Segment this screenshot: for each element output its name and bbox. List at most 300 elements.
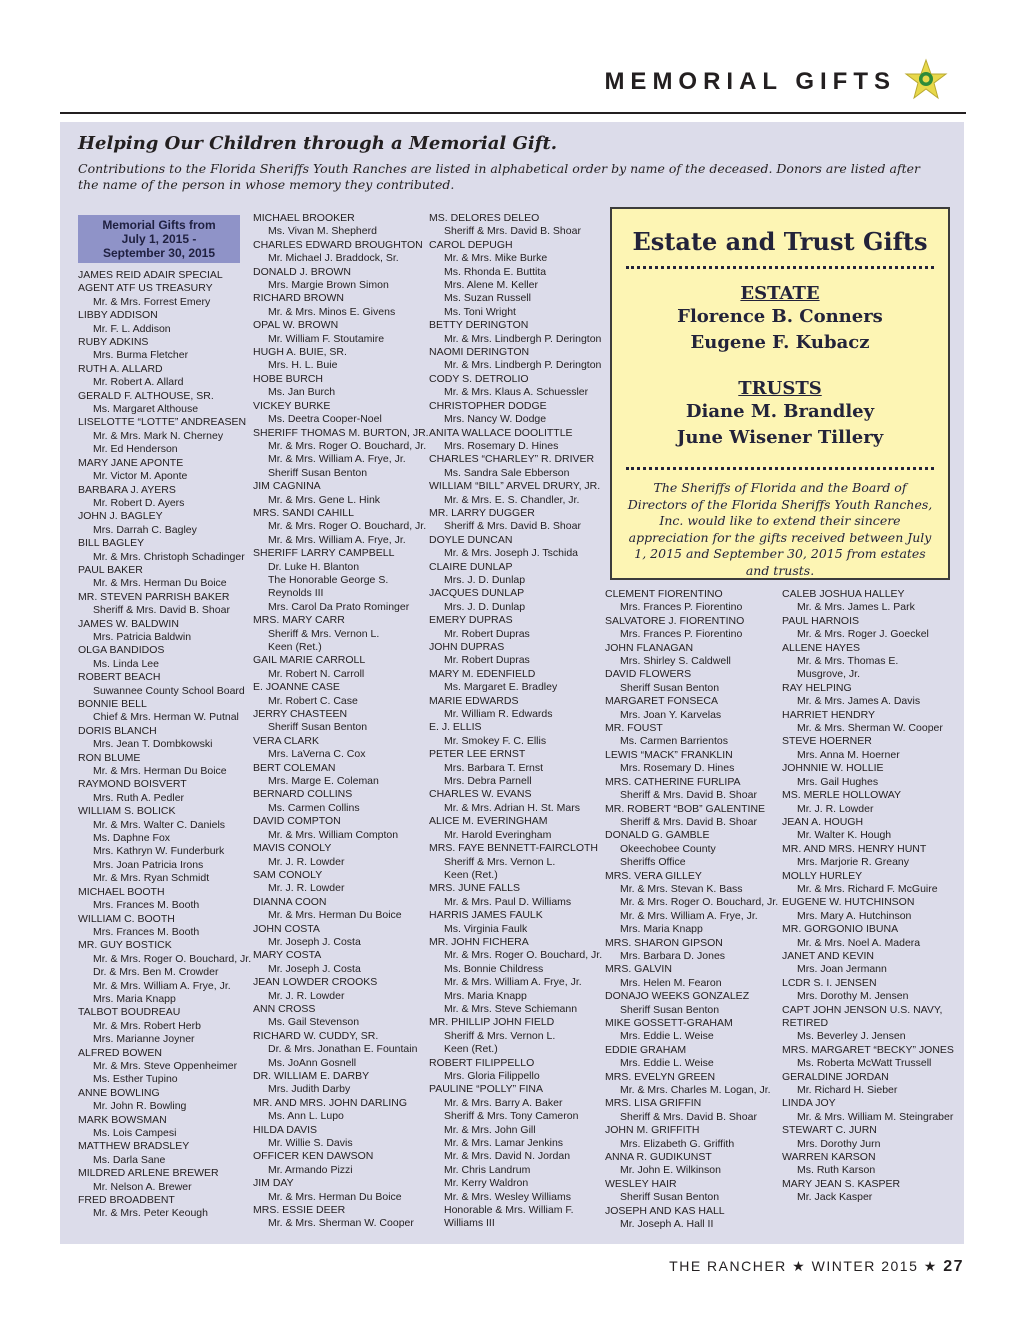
deceased-name: BILL BAGLEY bbox=[78, 537, 145, 550]
donor-name: Chief & Mrs. Herman W. Putnal bbox=[93, 711, 239, 724]
deceased-name: MARGARET FONSECA bbox=[605, 695, 718, 708]
donor-name: Mr. & Mrs. E. S. Chandler, Jr. bbox=[444, 493, 580, 506]
donor-name: Mr. & Mrs. William A. Frye, Jr. bbox=[93, 979, 231, 992]
donor-name: Mrs. Patricia Baldwin bbox=[93, 630, 192, 643]
dotted-divider bbox=[626, 260, 934, 269]
donor-name: Sheriff & Mrs. David B. Shoar bbox=[444, 520, 581, 533]
donor-name: Mr. & Mrs. Steve Schiemann bbox=[444, 1002, 578, 1015]
donor-name: Mr. & Mrs. Stevan K. Bass bbox=[620, 882, 743, 895]
donor-name: Mr. & Mrs. Paul D. Williams bbox=[444, 895, 572, 908]
donor-name: Mrs. Debra Parnell bbox=[444, 775, 532, 788]
donor-name: Ms. JoAnn Gosnell bbox=[268, 1056, 357, 1069]
donor-name: Mrs. Maria Knapp bbox=[444, 989, 527, 1002]
donor-name: Ms. Virginia Faulk bbox=[444, 922, 528, 935]
deceased-name: MARY JANE APONTE bbox=[78, 456, 184, 469]
donor-name: Mr. Armando Pizzi bbox=[268, 1163, 353, 1176]
deceased-name: LEWIS “MACK” FRANKLIN bbox=[605, 748, 733, 761]
deceased-name: EUGENE W. HUTCHINSON bbox=[782, 896, 915, 909]
donor-name: Keen (Ret.) bbox=[444, 1043, 498, 1056]
dotted-divider bbox=[626, 461, 934, 470]
footer-text: THE RANCHER ★ WINTER 2015 ★ bbox=[669, 1258, 944, 1274]
deceased-name: CHARLES EDWARD BROUGHTON bbox=[253, 238, 423, 251]
donor-name: Mrs. Rosemary D. Hines bbox=[444, 439, 559, 452]
donor-name: Mr. & Mrs. Adrian H. St. Mars bbox=[444, 801, 580, 814]
deceased-name: DONAJO WEEKS GONZALEZ bbox=[605, 990, 750, 1003]
memorial-column-2 bbox=[253, 212, 429, 1231]
deceased-name: SALVATORE J. FIORENTINO bbox=[605, 614, 745, 627]
donor-name: Mr. & Mrs. Roger O. Bouchard, Jr. bbox=[444, 949, 603, 962]
donor-name: Mr. & Mrs. Gene L. Hink bbox=[268, 493, 381, 506]
deceased-name: E. JOANNE CASE bbox=[253, 681, 340, 694]
donor-name: Mr. & Mrs. Roger O. Bouchard, Jr. bbox=[268, 520, 427, 533]
deceased-name: MRS. FAYE BENNETT-FAIRCLOTH bbox=[429, 842, 598, 855]
header-divider bbox=[60, 112, 966, 114]
deceased-name: JOHN J. BAGLEY bbox=[78, 510, 163, 523]
donor-name: Mr. William R. Edwards bbox=[444, 708, 553, 721]
date-box-line: July 1, 2015 - bbox=[121, 232, 197, 246]
donor-name: Mr. Ed Henderson bbox=[93, 443, 178, 456]
donor-name: Mr. Nelson A. Brewer bbox=[93, 1180, 192, 1193]
donor-name: Mr. & Mrs. William A. Frye, Jr. bbox=[268, 453, 406, 466]
deceased-name: MILDRED ARLENE BREWER bbox=[78, 1167, 219, 1180]
deceased-name: MRS. GALVIN bbox=[605, 963, 672, 976]
deceased-name: RAY HELPING bbox=[782, 681, 852, 694]
donor-name: Mr. Joseph J. Costa bbox=[268, 935, 361, 948]
donor-name: Ms. Ann L. Lupo bbox=[268, 1110, 344, 1123]
donor-name: Mrs. Barbara D. Jones bbox=[620, 949, 726, 962]
donor-name: Mr. Robert A. Allard bbox=[93, 376, 184, 389]
donor-name: Mrs. Eddie L. Weise bbox=[620, 1057, 714, 1070]
deceased-name: BERNARD COLLINS bbox=[253, 788, 353, 801]
deceased-name: DIANNA COON bbox=[253, 895, 327, 908]
deceased-name: ANITA WALLACE DOOLITTLE bbox=[429, 426, 573, 439]
estate-label: ESTATE bbox=[740, 283, 820, 304]
donor-name: Mr. & Mrs. Walter C. Daniels bbox=[93, 818, 226, 831]
deceased-name: ROBERT BEACH bbox=[78, 671, 161, 684]
deceased-name: PETER LEE ERNST bbox=[429, 748, 526, 761]
memorial-column-4 bbox=[605, 588, 778, 1232]
trust-name: Diane M. Brandley bbox=[685, 401, 875, 422]
donor-name: Ms. Deetra Cooper-Noel bbox=[268, 413, 382, 426]
deceased-name: RON BLUME bbox=[78, 751, 141, 764]
estate-name: Florence B. Conners bbox=[677, 306, 883, 327]
deceased-name: CALEB JOSHUA HALLEY bbox=[782, 588, 905, 600]
donor-name: Ms. Daphne Fox bbox=[93, 832, 171, 845]
donor-name: Dr. & Mrs. Ben M. Crowder bbox=[93, 966, 219, 979]
donor-name: Dr. & Mrs. Jonathan E. Fountain bbox=[268, 1043, 418, 1056]
trusts-label: TRUSTS bbox=[738, 378, 822, 399]
deceased-name: BONNIE BELL bbox=[78, 698, 147, 710]
donor-name: Mr. Smokey F. C. Ellis bbox=[444, 734, 547, 747]
deceased-name: MATTHEW BRADSLEY bbox=[78, 1140, 190, 1153]
deceased-name: SHERIFF THOMAS M. BURTON, JR. bbox=[253, 426, 429, 439]
deceased-name: ANNE BOWLING bbox=[78, 1086, 160, 1099]
deceased-name: MRS. CATHERINE FURLIPA bbox=[605, 775, 741, 788]
deceased-name: EMERY DUPRAS bbox=[429, 614, 513, 627]
deceased-name: PAULINE “POLLY” FINA bbox=[429, 1083, 543, 1096]
donor-name: Sheriff & Mrs. David B. Shoar bbox=[444, 225, 581, 238]
donor-name: Mrs. J. D. Dunlap bbox=[444, 600, 526, 613]
donor-name: Mrs. Gail Hughes bbox=[797, 775, 879, 788]
memorial-column-5 bbox=[782, 588, 954, 1205]
deceased-name: HARRIET HENDRY bbox=[782, 708, 875, 721]
deceased-name: OPAL W. BROWN bbox=[253, 319, 339, 332]
donor-name: Ms. Vivan M. Shepherd bbox=[268, 225, 377, 238]
memorial-column-3 bbox=[429, 212, 602, 1231]
donor-name: Mr. Robert C. Case bbox=[268, 694, 358, 707]
donor-name: Sheriff Susan Benton bbox=[620, 1191, 720, 1204]
donor-name: Mr. & Mrs. David N. Jordan bbox=[444, 1150, 571, 1163]
donor-name: Mr. & Mrs. Sherman W. Cooper bbox=[797, 722, 943, 735]
donor-name: Mr. & Mrs. Joseph J. Tschida bbox=[444, 547, 579, 560]
deceased-name: MRS. MARGARET “BECKY” JONES bbox=[782, 1043, 954, 1056]
deceased-name: RUTH A. ALLARD bbox=[78, 362, 163, 375]
date-range-box bbox=[78, 215, 240, 263]
deceased-name: VERA CLARK bbox=[253, 734, 319, 747]
date-box-line: September 30, 2015 bbox=[102, 246, 216, 260]
donor-name: Mr. Joseph J. Costa bbox=[268, 962, 361, 975]
donor-name: Mrs. Eddie L. Weise bbox=[620, 1030, 714, 1043]
deceased-name: CHRISTOPHER DODGE bbox=[429, 399, 547, 412]
deceased-name: JOHN M. GRIFFITH bbox=[605, 1124, 700, 1137]
deceased-name: JEAN A. HOUGH bbox=[782, 815, 864, 828]
deceased-name: CLEMENT FIORENTINO bbox=[605, 588, 723, 600]
deceased-name: GERALDINE JORDAN bbox=[782, 1070, 889, 1083]
donor-name: Keen (Ret.) bbox=[444, 868, 498, 881]
deceased-name: MARY COSTA bbox=[253, 949, 322, 962]
donor-name: Ms. Linda Lee bbox=[93, 657, 159, 670]
donor-name: Mr. Victor M. Aponte bbox=[93, 470, 188, 483]
donor-name: Mr. & Mrs. Richard F. McGuire bbox=[797, 882, 938, 895]
donor-name: Mr. Jack Kasper bbox=[797, 1191, 873, 1204]
deceased-name: PAUL HARNOIS bbox=[782, 614, 860, 627]
deceased-name: MRS. SANDI CAHILL bbox=[253, 506, 354, 519]
donor-name: Okeechobee County bbox=[620, 842, 716, 855]
donor-name: Sheriff & Mrs. David B. Shoar bbox=[620, 815, 757, 828]
donor-name: Mrs. Judith Darby bbox=[268, 1083, 351, 1096]
deceased-name: MR. PHILLIP JOHN FIELD bbox=[429, 1016, 555, 1029]
donor-name: Mrs. Kathryn W. Funderburk bbox=[93, 845, 225, 858]
donor-name: Mrs. Alene M. Keller bbox=[444, 279, 538, 292]
donor-name: Dr. Luke H. Blanton bbox=[268, 560, 360, 573]
donor-name: Mrs. Helen M. Fearon bbox=[620, 976, 722, 989]
donor-name: Mr. & Mrs. William A. Frye, Jr. bbox=[444, 976, 582, 989]
donor-name: Mrs. Marjorie R. Greany bbox=[797, 856, 910, 869]
donor-name: Mrs. Carol Da Prato Rominger bbox=[268, 600, 410, 613]
deceased-name: CHARLES “CHARLEY” R. DRIVER bbox=[429, 453, 595, 466]
donor-name: Suwannee County School Board bbox=[93, 684, 245, 697]
donor-name: Mr. Harold Everingham bbox=[444, 828, 552, 841]
donor-name: Mr. & Mrs. Forrest Emery bbox=[93, 295, 211, 308]
donor-name: Mr. & Mrs. Herman Du Boice bbox=[93, 577, 227, 590]
donor-name: Mrs. Rosemary D. Hines bbox=[620, 762, 735, 775]
donor-name: Mrs. Mary A. Hutchinson bbox=[797, 909, 912, 922]
donor-name: Mr. John E. Wilkinson bbox=[620, 1164, 721, 1177]
deceased-name: MRS. LISA GRIFFIN bbox=[605, 1097, 702, 1110]
donor-name: Mr. Joseph A. Hall II bbox=[620, 1218, 714, 1231]
donor-name: Mr. & Mrs. Herman Du Boice bbox=[268, 909, 402, 922]
donor-name: Ms. Darla Sane bbox=[93, 1153, 166, 1166]
deceased-name: MR. LARRY DUGGER bbox=[429, 506, 535, 519]
deceased-name: MARK BOWSMAN bbox=[78, 1113, 167, 1126]
donor-name: Mrs. Frances P. Fiorentino bbox=[620, 628, 743, 641]
donor-name: Ms. Lois Campesi bbox=[93, 1127, 177, 1139]
donor-name: Mr. & Mrs. Mike Burke bbox=[444, 252, 548, 265]
deceased-name: GERALD F. ALTHOUSE, SR. bbox=[78, 389, 214, 402]
deceased-name: MR. STEVEN PARRISH BAKER bbox=[78, 590, 230, 603]
deceased-name: RICHARD BROWN bbox=[253, 292, 344, 305]
donor-name: Ms. Toni Wright bbox=[444, 305, 516, 318]
deceased-name: RUBY ADKINS bbox=[78, 336, 149, 349]
deceased-name: WESLEY HAIR bbox=[605, 1177, 677, 1190]
donor-name: Ms. Suzan Russell bbox=[444, 292, 531, 305]
estate-name: Eugene F. Kubacz bbox=[690, 332, 870, 353]
donor-name: Mr. Richard H. Sieber bbox=[797, 1084, 898, 1097]
donor-name: Sheriff Susan Benton bbox=[620, 1003, 720, 1016]
deceased-name: DAVID COMPTON bbox=[253, 815, 341, 828]
donor-name: Mrs. Dorothy Jurn bbox=[797, 1137, 881, 1150]
page-title: MEMORIAL GIFTS bbox=[604, 68, 896, 95]
deceased-name: JERRY CHASTEEN bbox=[253, 708, 348, 721]
donor-name: Sheriffs Office bbox=[620, 856, 686, 869]
donor-name: Mr. & Mrs. Charles M. Logan, Jr. bbox=[620, 1084, 771, 1097]
deceased-name: JIM CAGNINA bbox=[253, 480, 321, 493]
deceased-name: LINDA JOY bbox=[782, 1097, 836, 1110]
deceased-name: FRED BROADBENT bbox=[78, 1194, 175, 1207]
deceased-name: HARRIS JAMES FAULK bbox=[429, 909, 543, 922]
page-number: 27 bbox=[943, 1258, 964, 1275]
appreciation-text: The Sheriffs of Florida and the Board of Directors of the Florida Sheriffs Youth Ranches, Inc. would like to extend their sincere appreciation for the gifts received between July 1, 2015 and September 30, 2015 from estates and trusts. bbox=[627, 480, 933, 578]
deceased-name: BARBARA J. AYERS bbox=[78, 483, 176, 496]
deceased-name: JAMES W. BALDWIN bbox=[78, 617, 179, 630]
donor-name: Mrs. Joan Y. Karvelas bbox=[620, 708, 722, 721]
donor-name: Mr. Robert Dupras bbox=[444, 627, 530, 640]
deceased-name: MRS. JUNE FALLS bbox=[429, 882, 521, 895]
donor-name: Ms. Gail Stevenson bbox=[268, 1016, 360, 1029]
deceased-name: JOSEPH AND KAS HALL bbox=[605, 1204, 725, 1217]
donor-name: Mr. & Mrs. Roger O. Bouchard, Jr. bbox=[620, 896, 779, 909]
deceased-name: BERT COLEMAN bbox=[253, 761, 336, 774]
donor-name: Mr. Michael J. Braddock, Sr. bbox=[268, 252, 399, 265]
deceased-name: STEWART C. JURN bbox=[782, 1124, 877, 1137]
trust-name: June Wisener Tillery bbox=[676, 427, 884, 448]
donor-name: Mr. Robert D. Ayers bbox=[93, 496, 185, 509]
donor-name: Mr. J. R. Lowder bbox=[268, 882, 345, 895]
donor-name: Mr. J. R. Lowder bbox=[268, 989, 345, 1002]
deceased-name: WARREN KARSON bbox=[782, 1151, 876, 1164]
donor-name: Mr. Robert N. Carroll bbox=[268, 667, 365, 680]
donor-name: Mrs. Shirley S. Caldwell bbox=[620, 655, 731, 668]
donor-name: Ms. Jan Burch bbox=[268, 386, 336, 399]
donor-name: Williams III bbox=[444, 1217, 495, 1230]
donor-name: Mr. Chris Landrum bbox=[444, 1163, 531, 1176]
donor-name: Mr. & Mrs. Thomas E. bbox=[797, 655, 899, 668]
deceased-name: DONALD G. GAMBLE bbox=[605, 829, 710, 842]
donor-name: Keen (Ret.) bbox=[268, 641, 322, 653]
deceased-name: HUGH A. BUIE, SR. bbox=[253, 346, 347, 359]
donor-name: Mr. & Mrs. Peter Keough bbox=[93, 1207, 208, 1220]
deceased-name: MIKE GOSSETT-GRAHAM bbox=[605, 1017, 733, 1029]
deceased-name: CLAIRE DUNLAP bbox=[429, 560, 513, 573]
donor-name: Sheriff & Mrs. Vernon L. bbox=[444, 1029, 556, 1042]
deceased-name: NAOMI DERINGTON bbox=[429, 346, 530, 359]
donor-name: The Honorable George S. bbox=[268, 573, 389, 586]
donor-name: Mr. & Mrs. William Compton bbox=[268, 828, 399, 841]
donor-name: Musgrove, Jr. bbox=[797, 668, 861, 681]
deceased-name: MR. GORGONIO IBUNA bbox=[782, 923, 899, 936]
page-footer bbox=[669, 1258, 964, 1276]
deceased-name: DORIS BLANCH bbox=[78, 724, 157, 737]
deceased-name: VICKEY BURKE bbox=[253, 399, 331, 412]
donor-name: Mrs. Anna M. Hoerner bbox=[797, 748, 900, 761]
donor-name: Mr. & Mrs. Roger O. Bouchard, Jr. bbox=[93, 952, 252, 965]
deceased-name: GAIL MARIE CARROLL bbox=[253, 654, 366, 667]
deceased-name: ROBERT FILIPPELLO bbox=[429, 1056, 535, 1069]
donor-name: Mrs. LaVerna C. Cox bbox=[268, 748, 366, 761]
donor-name: Ms. Margaret E. Bradley bbox=[444, 681, 558, 694]
donor-name: Mrs. Margie Brown Simon bbox=[268, 279, 389, 292]
deceased-name: MRS. SHARON GIPSON bbox=[605, 936, 723, 949]
donor-name: Ms. Carmen Collins bbox=[268, 801, 360, 814]
donor-name: Sheriff Susan Benton bbox=[620, 681, 720, 694]
deceased-name: ANN CROSS bbox=[253, 1002, 316, 1015]
donor-name: Mr. J. R. Lowder bbox=[797, 802, 874, 815]
donor-name: Reynolds III bbox=[268, 587, 324, 600]
donor-name: Mrs. Maria Knapp bbox=[93, 992, 176, 1005]
donor-name: Mrs. Frances M. Booth bbox=[93, 899, 200, 912]
donor-name: Ms. Carmen Barrientos bbox=[620, 735, 728, 748]
deceased-name: EDDIE GRAHAM bbox=[605, 1043, 687, 1056]
donor-name: Mr. John R. Bowling bbox=[93, 1100, 187, 1113]
donor-name: Mrs. H. L. Buie bbox=[268, 359, 338, 372]
deceased-name: ALICE M. EVERINGHAM bbox=[429, 815, 548, 828]
donor-name: Mr. & Mrs. James A. Davis bbox=[797, 695, 921, 708]
donor-name: Mrs. Burma Fletcher bbox=[93, 349, 189, 362]
donor-name: Ms. Sandra Sale Ebberson bbox=[444, 466, 570, 479]
deceased-name: CAROL DEPUGH bbox=[429, 238, 513, 251]
deceased-name: SHERIFF LARRY CAMPBELL bbox=[253, 547, 395, 560]
deceased-name: OFFICER KEN DAWSON bbox=[253, 1150, 374, 1163]
deceased-name: CODY S. DETROLIO bbox=[429, 372, 529, 385]
donor-name: Mrs. Nancy W. Dodge bbox=[444, 413, 547, 426]
deceased-name: JANET AND KEVIN bbox=[782, 949, 874, 962]
deceased-name: MS. DELORES DELEO bbox=[429, 212, 540, 224]
donor-name: Mr. & Mrs. Sherman W. Cooper bbox=[268, 1217, 414, 1230]
donor-name: Mr. & Mrs. Roger O. Bouchard, Jr. bbox=[268, 439, 427, 452]
donor-name: Mrs. Barbara T. Ernst bbox=[444, 761, 544, 774]
donor-name: Sheriff & Mrs. David B. Shoar bbox=[620, 1110, 757, 1123]
deceased-name: MRS. EVELYN GREEN bbox=[605, 1070, 716, 1083]
deceased-name: DAVID FLOWERS bbox=[605, 668, 692, 681]
donor-name: Mr. & Mrs. Klaus A. Schuessler bbox=[444, 386, 589, 399]
deceased-name: MRS. VERA GILLEY bbox=[605, 869, 702, 882]
deceased-name: OLGA BANDIDOS bbox=[78, 644, 165, 657]
donor-name: Mrs. Marianne Joyner bbox=[93, 1033, 195, 1046]
deceased-name: JACQUES DUNLAP bbox=[429, 587, 525, 600]
donor-name: Mrs. Ruth A. Pedler bbox=[93, 791, 185, 804]
donor-name: Ms. Margaret Althouse bbox=[93, 403, 199, 416]
deceased-name: JOHN DUPRAS bbox=[429, 641, 505, 653]
deceased-name: ALFRED BOWEN bbox=[78, 1046, 163, 1059]
deceased-name: LISELOTTE “LOTTE” ANDREASEN bbox=[78, 416, 247, 429]
intro-text: Contributions to the Florida Sheriffs Youth Ranches are listed in alphabetical order by name of the deceased. Donors are listed after the name of the person in whose memory they contributed. bbox=[78, 161, 920, 192]
deceased-name: WILLIAM S. BOLICK bbox=[78, 805, 176, 818]
donor-name: Mrs. Darrah C. Bagley bbox=[93, 523, 197, 536]
deceased-name: MAVIS CONOLY bbox=[253, 842, 332, 855]
donor-name: Mrs. Jean T. Dombkowski bbox=[93, 738, 213, 751]
donor-name: Mr. & Mrs. Herman Du Boice bbox=[268, 1190, 402, 1203]
donor-name: Mr. Walter K. Hough bbox=[797, 829, 892, 842]
deceased-name: RETIRED bbox=[782, 1017, 829, 1029]
deceased-name: RICHARD W. CUDDY, SR. bbox=[253, 1029, 379, 1042]
donor-name: Mr. & Mrs. Wesley Williams bbox=[444, 1190, 571, 1203]
deceased-name: TALBOT BOUDREAU bbox=[78, 1006, 181, 1019]
donor-name: Ms. Rhonda E. Buttita bbox=[444, 265, 547, 278]
date-box-line: Memorial Gifts from bbox=[102, 218, 216, 232]
donor-name: Mr. & Mrs. Minos E. Givens bbox=[268, 305, 396, 318]
donor-name: Ms. Roberta McWatt Trussell bbox=[797, 1057, 932, 1070]
donor-name: Ms. Ruth Karson bbox=[797, 1164, 876, 1177]
deceased-name: JOHN COSTA bbox=[253, 922, 320, 935]
donor-name: Honorable & Mrs. William F. bbox=[444, 1204, 574, 1217]
deceased-name: MR. AND MRS. HENRY HUNT bbox=[782, 842, 927, 855]
donor-name: Mr. F. L. Addison bbox=[93, 322, 171, 335]
deceased-name: MICHAEL BROOKER bbox=[253, 212, 355, 224]
donor-name: Mrs. Elizabeth G. Griffith bbox=[620, 1137, 735, 1150]
deceased-name: JIM DAY bbox=[253, 1177, 294, 1190]
deceased-name: WILLIAM “BILL” ARVEL DRURY, JR. bbox=[429, 480, 601, 493]
deceased-name: MR. ROBERT “BOB” GALENTINE bbox=[605, 802, 766, 815]
deceased-name: LIBBY ADDISON bbox=[78, 309, 158, 322]
donor-name: Mrs. Joan Jermann bbox=[797, 963, 887, 976]
deceased-name: WILLIAM C. BOOTH bbox=[78, 912, 175, 925]
donor-name: Mr. & Mrs. Noel A. Madera bbox=[797, 936, 921, 949]
deceased-name: JEAN LOWDER CROOKS bbox=[253, 976, 378, 989]
donor-name: Mr. & Mrs. Barry A. Baker bbox=[444, 1096, 563, 1109]
intro-title: Helping Our Children through a Memorial Gift. bbox=[78, 133, 558, 154]
donor-name: Mr. & Mrs. Herman Du Boice bbox=[93, 765, 227, 778]
donor-name: Mrs. Frances P. Fiorentino bbox=[620, 601, 743, 614]
sheriff-star-logo-icon bbox=[904, 58, 948, 102]
deceased-name: CHARLES W. EVANS bbox=[429, 788, 532, 801]
deceased-name: LCDR S. I. JENSEN bbox=[782, 976, 877, 989]
deceased-name: CAPT JOHN JENSON U.S. NAVY, bbox=[782, 1003, 943, 1016]
donor-name: Mr. & Mrs. Robert Herb bbox=[93, 1019, 201, 1032]
deceased-name: PAUL BAKER bbox=[78, 563, 143, 576]
donor-name: Mrs. Gloria Filippello bbox=[444, 1070, 540, 1082]
deceased-name: SAM CONOLY bbox=[253, 868, 323, 881]
donor-name: Sheriff & Mrs. Tony Cameron bbox=[444, 1110, 579, 1123]
donor-name: Mrs. Marge E. Coleman bbox=[268, 775, 379, 788]
donor-name: Mr. Willie S. Davis bbox=[268, 1137, 353, 1150]
deceased-name: HOBE BURCH bbox=[253, 372, 324, 385]
deceased-name: AGENT ATF US TREASURY bbox=[78, 282, 213, 295]
donor-name: Mrs. Frances M. Booth bbox=[93, 925, 200, 938]
deceased-name: JAMES REID ADAIR SPECIAL bbox=[78, 269, 223, 281]
donor-name: Sheriff & Mrs. David B. Shoar bbox=[93, 604, 230, 617]
estate-trust-heading: Estate and Trust Gifts bbox=[632, 227, 928, 256]
donor-name: Mr. Kerry Waldron bbox=[444, 1177, 529, 1190]
deceased-name: MRS. ESSIE DEER bbox=[253, 1204, 346, 1217]
donor-name: Mr. & Mrs. James L. Park bbox=[797, 601, 915, 614]
donor-name: Mr. & Mrs. Steve Oppenheimer bbox=[93, 1059, 238, 1072]
deceased-name: ANNA R. GUDIKUNST bbox=[605, 1151, 712, 1164]
deceased-name: E. J. ELLIS bbox=[429, 721, 482, 734]
donor-name: Ms. Bonnie Childress bbox=[444, 962, 544, 975]
deceased-name: MR. JOHN FICHERA bbox=[429, 935, 529, 948]
deceased-name: JOHNNIE W. HOLLIE bbox=[782, 762, 884, 775]
deceased-name: MARY M. EDENFIELD bbox=[429, 667, 536, 680]
